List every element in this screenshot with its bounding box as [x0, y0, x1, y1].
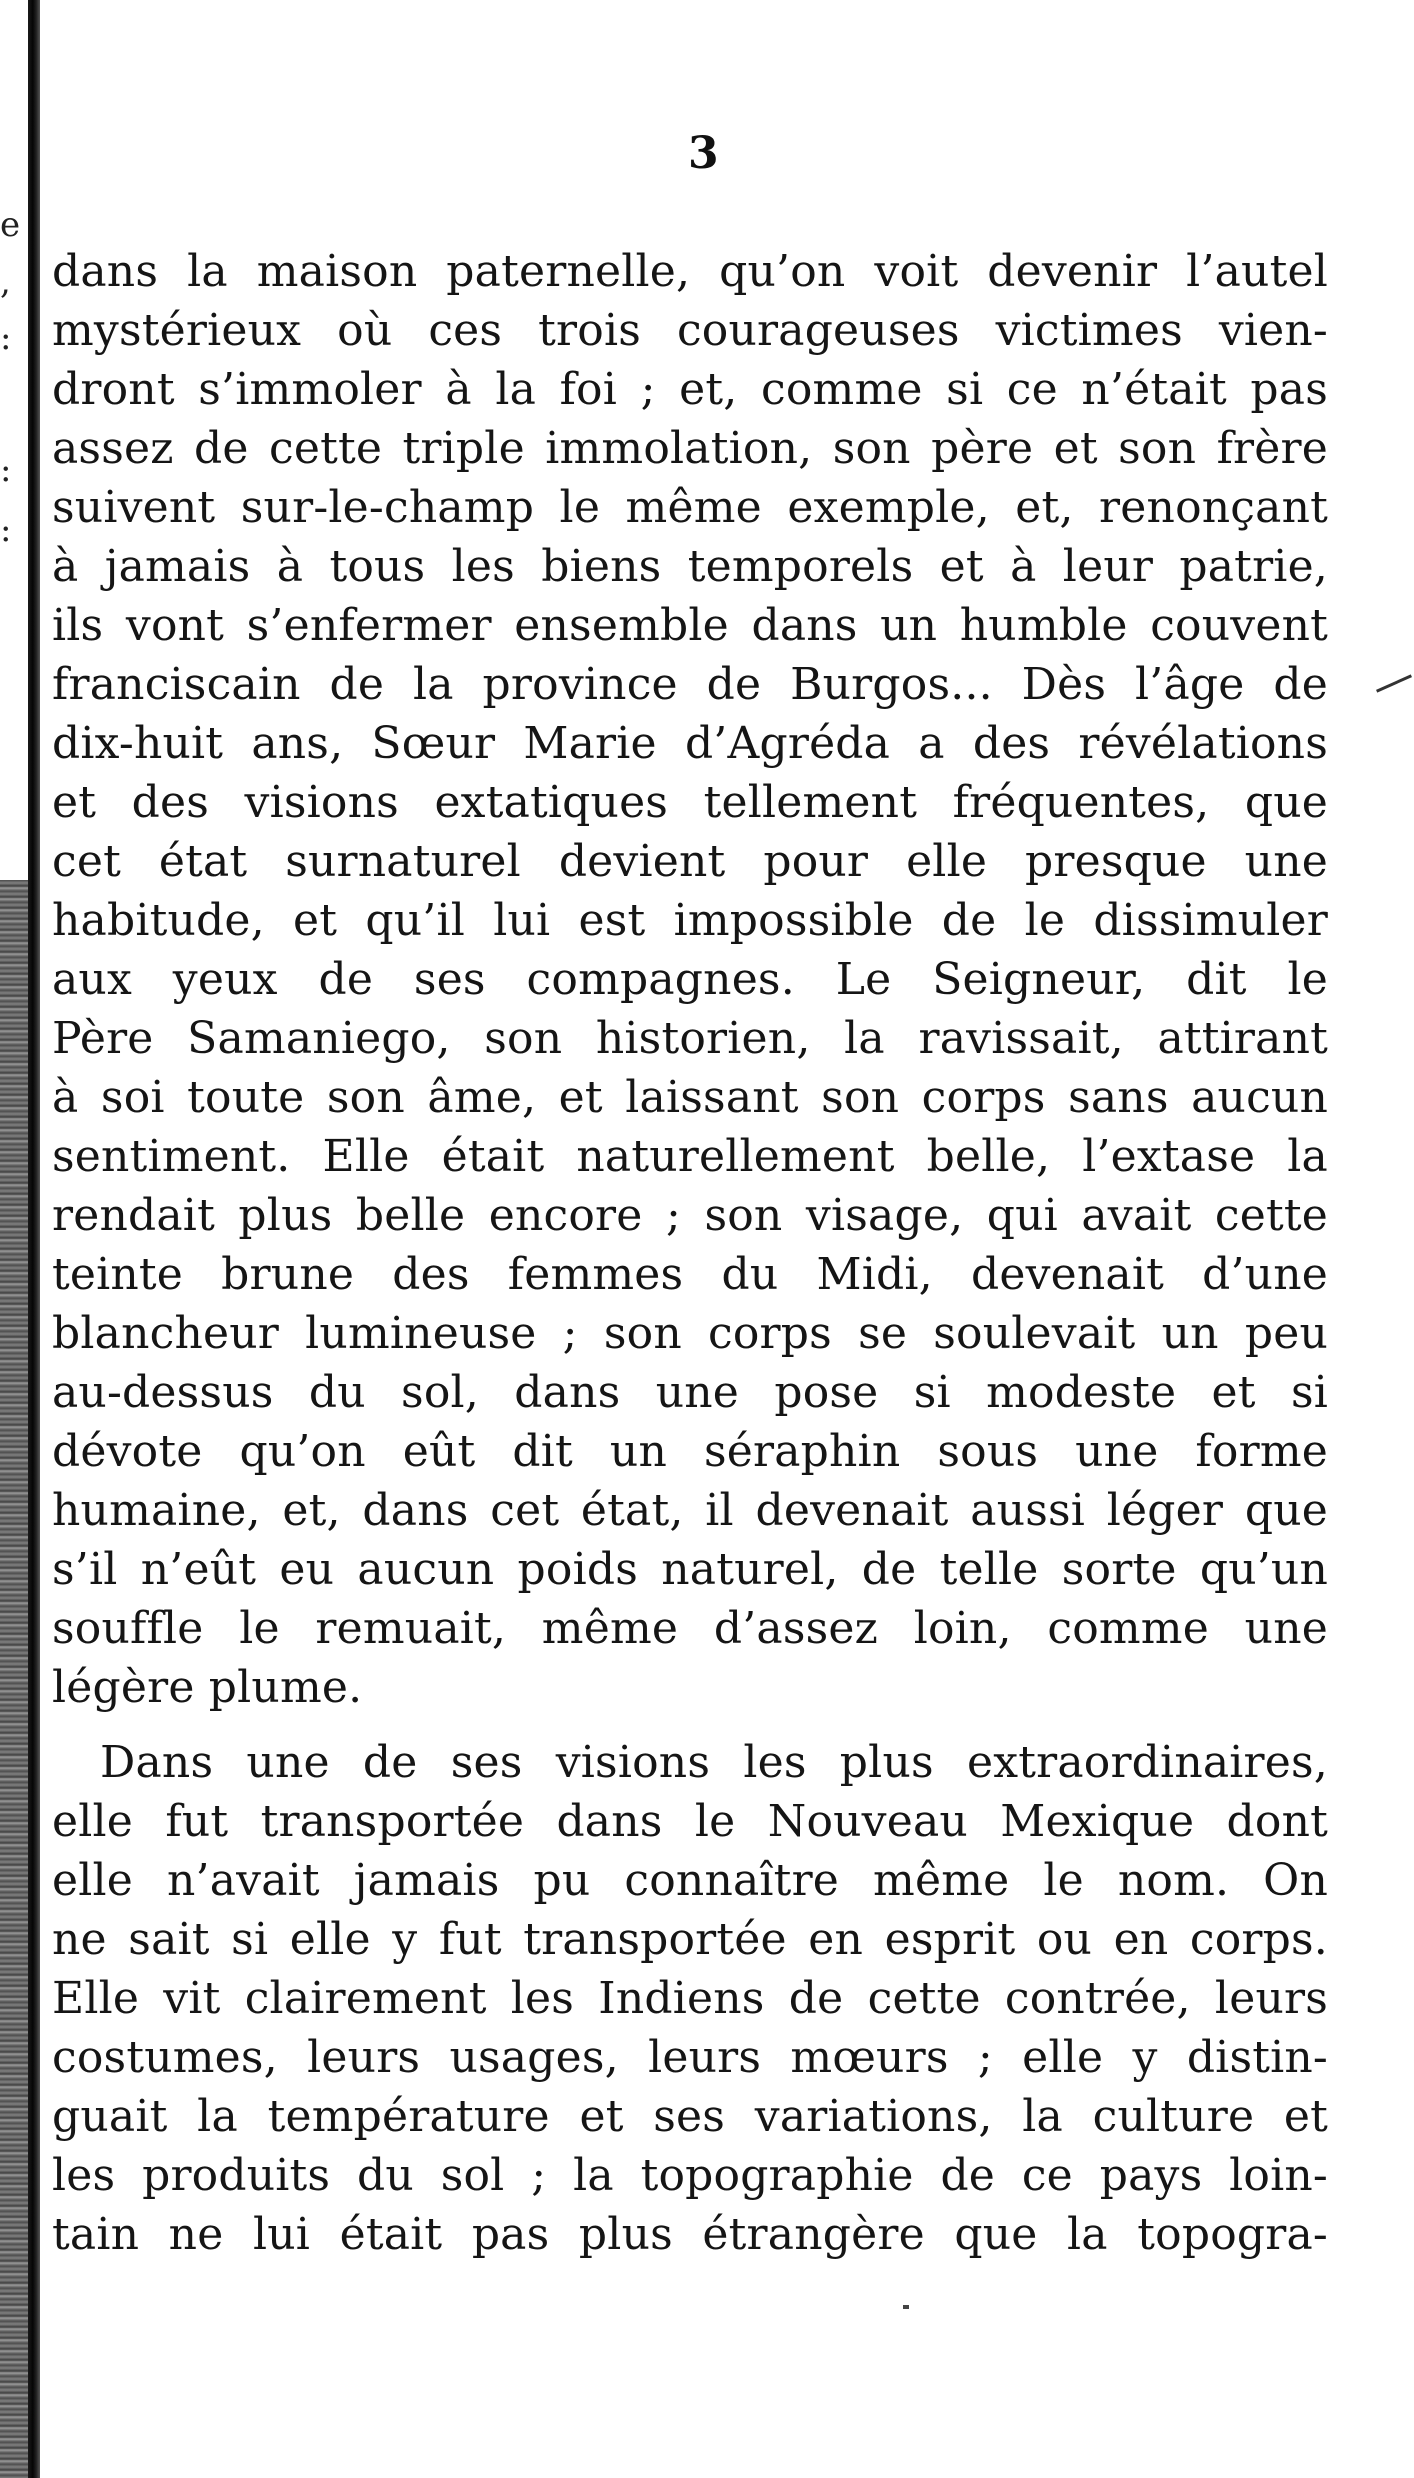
text-line: ne sait si elle y fut transportée en esprit ou en corps.	[52, 1914, 1328, 1965]
margin-mark: :	[0, 510, 12, 550]
text-line: dix-huit ans, Sœur Marie d’Agréda a des révélations	[52, 718, 1328, 769]
text-line: elle n’avait jamais pu connaître même le nom. On	[52, 1855, 1328, 1906]
page-spine	[0, 0, 48, 2478]
text-line: à soi toute son âme, et laissant son corps sans aucun	[52, 1072, 1328, 1123]
text-line: elle fut transportée dans le Nouveau Mexique dont	[52, 1796, 1328, 1847]
text-line: teinte brune des femmes du Midi, devenait d’une	[52, 1249, 1328, 1300]
text-line: ils vont s’enfermer ensemble dans un humble couvent	[52, 600, 1328, 651]
text-line: humaine, et, dans cet état, il devenait aussi léger que	[52, 1485, 1328, 1536]
page-number: 3	[688, 128, 719, 179]
text-line: habitude, et qu’il lui est impossible de le dissimuler	[52, 895, 1328, 946]
text-line: s’il n’eût eu aucun poids naturel, de telle sorte qu’un	[52, 1544, 1328, 1595]
paragraph	[52, 242, 1328, 1717]
margin-mark: :	[0, 318, 12, 358]
margin-mark: e	[0, 205, 21, 245]
text-line: franciscain de la province de Burgos... Dès l’âge de	[52, 659, 1328, 710]
margin-mark: :	[0, 450, 12, 490]
text-line: dévote qu’on eût dit un séraphin sous une forme	[52, 1426, 1328, 1477]
text-line: dans la maison paternelle, qu’on voit devenir l’autel	[52, 246, 1328, 297]
text-line: dront s’immoler à la foi ; et, comme si ce n’était pas	[52, 364, 1328, 415]
spine-edge-texture	[0, 880, 30, 2478]
text-line: Elle vit clairement les Indiens de cette contrée, leurs	[52, 1973, 1328, 2024]
text-line: tain ne lui était pas plus étrangère que la topogra-	[52, 2209, 1328, 2260]
text-line: assez de cette triple immolation, son père et son frère	[52, 423, 1328, 474]
text-line: Dans une de ses visions les plus extraordinaires,	[100, 1737, 1328, 1788]
text-line: sentiment. Elle était naturellement belle, l’extase la	[52, 1131, 1328, 1182]
margin-mark: ,	[0, 262, 11, 302]
text-line: suivent sur-le-champ le même exemple, et, renonçant	[52, 482, 1328, 533]
text-line: cet état surnaturel devient pour elle presque une	[52, 836, 1328, 887]
paragraph-gap	[52, 1717, 1328, 1733]
text-line: Père Samaniego, son historien, la ravissait, attirant	[52, 1013, 1328, 1064]
text-line: et des visions extatiques tellement fréquentes, que	[52, 777, 1328, 828]
paragraph	[52, 1733, 1328, 2264]
body-text	[52, 242, 1328, 2264]
text-line: les produits du sol ; la topographie de ce pays loin-	[52, 2150, 1328, 2201]
text-line: guait la température et ses variations, la culture et	[52, 2091, 1328, 2142]
text-line: blancheur lumineuse ; son corps se soulevait un peu	[52, 1308, 1328, 1359]
text-line: rendait plus belle encore ; son visage, qui avait cette	[52, 1190, 1328, 1241]
text-line: souffle le remuait, même d’assez loin, comme une	[52, 1603, 1328, 1654]
text-line: mystérieux où ces trois courageuses victimes vien-	[52, 305, 1328, 356]
stray-dot-mark	[903, 2305, 909, 2309]
text-line: légère plume.	[52, 1662, 363, 1713]
text-line: aux yeux de ses compagnes. Le Seigneur, dit le	[52, 954, 1328, 1005]
text-line: au-dessus du sol, dans une pose si modeste et si	[52, 1367, 1328, 1418]
stray-pen-mark	[1376, 674, 1412, 692]
text-line: costumes, leurs usages, leurs mœurs ; elle y distin-	[52, 2032, 1328, 2083]
text-line: à jamais à tous les biens temporels et à leur patrie,	[52, 541, 1328, 592]
spine-binding-bar	[28, 0, 40, 2478]
